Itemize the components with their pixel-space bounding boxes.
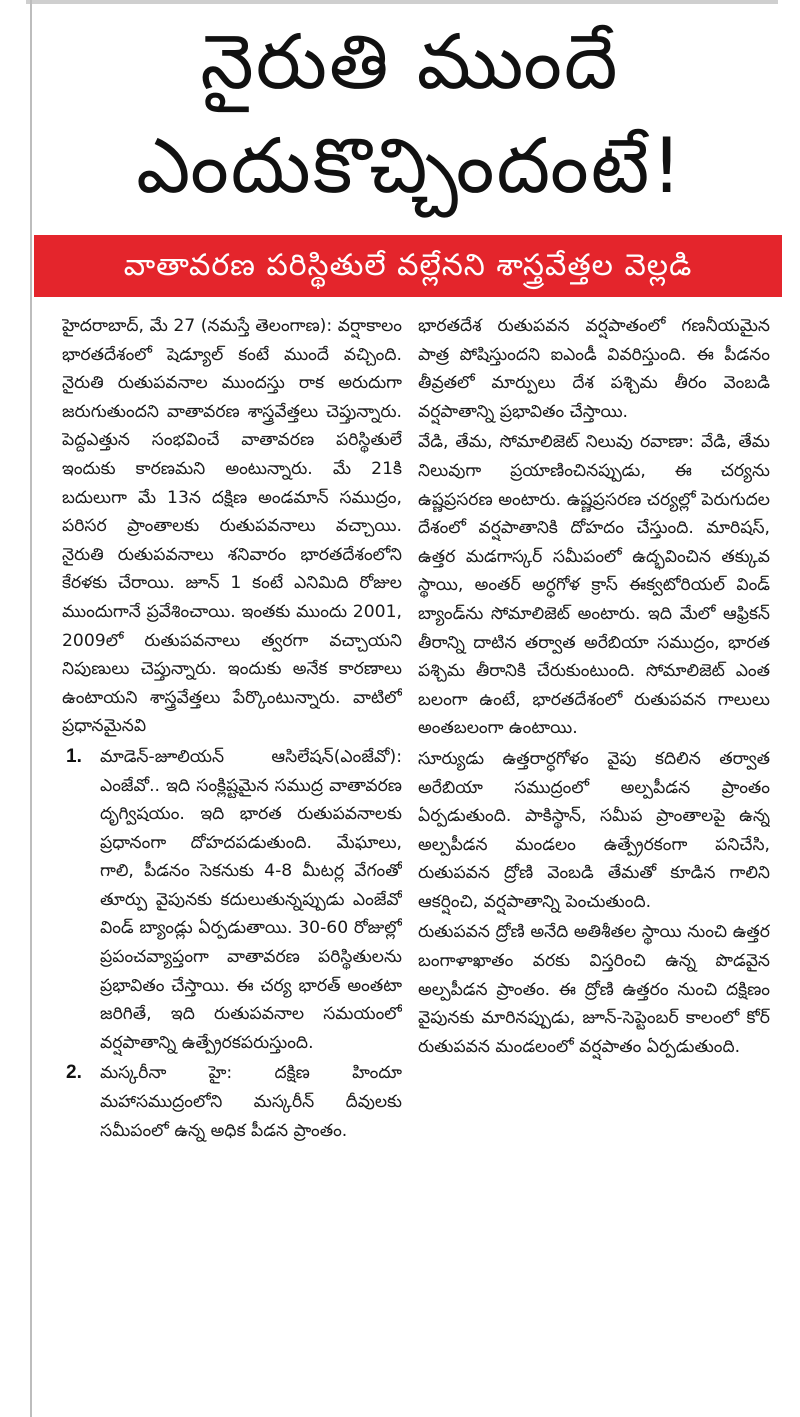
left-margin-rule <box>30 0 32 1417</box>
list-item-3-text: వేడి, తేమ, సోమాలిజెట్ నిలువు రవాణా: వేడి, తేమ నిలువుగా ప్రయాణించినప్పుడు, ఈ చర్యను ఉష్ణప్రసరణ అంటారు. ఉష్ణప్రసరణ చర్యల్లో పెరుగుదల దేశంలో వర్షపాతానికి దోహదం చేస్తుంది. మారిషస్, ఉత్తర మడగాస్కర్ సమీపంలో ఉద్భవించిన తక్కువ స్థాయి, అంతర్ అర్ధగోళ క్రాస్ ఈక్వటోరియల్ విండ్ బ్యాండ్‌ను సోమాలిజెట్ అంటారు. ఇది మేలో ఆఫ్రికన్ తీరాన్ని దాటిన తర్వాత అరేబియా సముద్రం, భారత పశ్చిమ తీరానికి చేరుకుంటుంది. సోమాలిజెట్ ఎంత బలంగా ఉంటే, భారతదేశంలో రుతుపవన గాలులు అంతబలంగా ఉంటాయి. <box>418 432 770 739</box>
list-item-3 <box>418 428 770 743</box>
list-item-4-text: సూర్యుడు ఉత్తరార్ధగోళం వైపు కదిలిన తర్వాత అరేబియా సముద్రంలో అల్పపీడన ప్రాంతం ఏర్పడుతుంది. పాకిస్థాన్, సమీప ప్రాంతాలపై ఉన్న అల్పపీడన మండలం ఉత్ప్రేరకంగా పనిచేసి, రుతుపవన ద్రోణి వెంబడి తేమతో కూడిన గాలిని ఆకర్షించి, వర్షపాతాన్ని పెంచుతుంది. <box>418 748 770 912</box>
article-column-left <box>62 312 402 1145</box>
article-column-right <box>418 312 770 1061</box>
list-item-5-text: రుతుపవన ద్రోణి అనేది అతిశీతల స్థాయి నుంచి ఉత్తర బంగాళాఖాతం వరకు విస్తరించి ఉన్న పొడవైన అల్పపీడన ప్రాంతం. ఈ ద్రోణి ఉత్తరం నుంచి దక్షిణం వైపునకు మారినప్పుడు, జూన్-సెప్టెంబర్ కాలంలో కోర్ రుతుపవన మండలంలో వర్షపాతం ఏర్పడుతుంది. <box>418 922 770 1057</box>
headline <box>40 10 780 232</box>
subheadline-banner: వాతావరణ పరిస్థితులే వల్లేనని శాస్త్రవేత్తల వెల్లడి <box>34 235 782 297</box>
list-item-5 <box>418 918 770 1061</box>
list-item-1 <box>62 743 402 1058</box>
headline-line-2: ఎందుకొచ్చిందంటే! <box>136 121 684 210</box>
list-number-2: 2. <box>66 1062 82 1084</box>
list-item-2-text: మస్కరీనా హై: దక్షిణ హిందూ మహాసముద్రంలోని మస్కరీన్ దీవులకు సమీపంలో ఉన్న అధిక పీడన ప్రాంతం. <box>100 1063 402 1141</box>
top-rule <box>26 0 778 4</box>
list-item-2 <box>62 1059 402 1145</box>
list-item-1-text: మాడెన్-జూలియన్ ఆసిలేషన్(ఎంజేవో): ఎంజేవో.. ఇది సంక్లిష్టమైన సముద్ర వాతావరణ దృగ్విషయం. ఇది భారత రుతుపవనాలకు ప్రధానంగా దోహదపడుతుంది. మేఘాలు, గాలి, పీడనం సెకనుకు 4-8 మీటర్ల వేగంతో తూర్పు వైపునకు కదులుతున్నప్పుడు ఎంజేవో విండ్ బ్యాండ్లు ఏర్పడుతాయి. 30-60 రోజుల్లో ప్రపంచవ్యాప్తంగా వాతావరణ పరిస్థితులను ప్రభావితం చేస్తాయి. ఈ చర్య భారత్ అంతటా జరిగితే, ఇది రుతుపవనాల సమయంలో వర్షపాతాన్ని ఉత్ప్రేరకపరుస్తుంది. <box>100 746 402 1053</box>
headline-line-1: నైరుతి ముందే <box>200 17 620 106</box>
list-item-2-continued: భారతదేశ రుతుపవన వర్షపాతంలో గణనీయమైన పాత్ర పోషిస్తుందని ఐఎండీ వివరిస్తుంది. ఈ పీడనం తీవ్రతలో మార్పులు దేశ పశ్చిమ తీరం వెంబడి వర్షపాతాన్ని ప్రభావితం చేస్తాయి. <box>418 316 770 422</box>
list-number-1: 1. <box>66 745 82 767</box>
list-item-4 <box>418 745 770 917</box>
article-intro: హైదరాబాద్, మే 27 (నమస్తే తెలంగాణ): వర్షాకాలం భారతదేశంలో షెడ్యూల్ కంటే ముందే వచ్చింది. నైరుతి రుతుపవనాల ముందస్తు రాక అరుదుగా జరుగుతుందని వాతావరణ శాస్త్రవేత్తలు చెప్తున్నారు. పెద్దఎత్తున సంభవించే వాతావరణ పరిస్థితులే ఇందుకు కారణమని అంటున్నారు. మే 21కి బదులుగా మే 13న దక్షిణ అండమాన్ సముద్రం, పరిసర ప్రాంతాలకు రుతుపవనాలు వచ్చాయి. నైరుతి రుతుపవనాలు శనివారం భారతదేశంలోని కేరళకు చేరాయి. జూన్ 1 కంటే ఎనిమిది రోజుల ముందుగానే ప్రవేశించాయి. ఇంతకు ముందు 2001, 2009లో రుతుపవనాలు త్వరగా వచ్చాయని నిపుణులు చెప్తున్నారు. ఇందుకు అనేక కారణాలు ఉంటాయని శాస్త్రవేత్తలు పేర్కొంటున్నారు. వాటిలో ప్రధానమైనవి <box>62 316 402 737</box>
